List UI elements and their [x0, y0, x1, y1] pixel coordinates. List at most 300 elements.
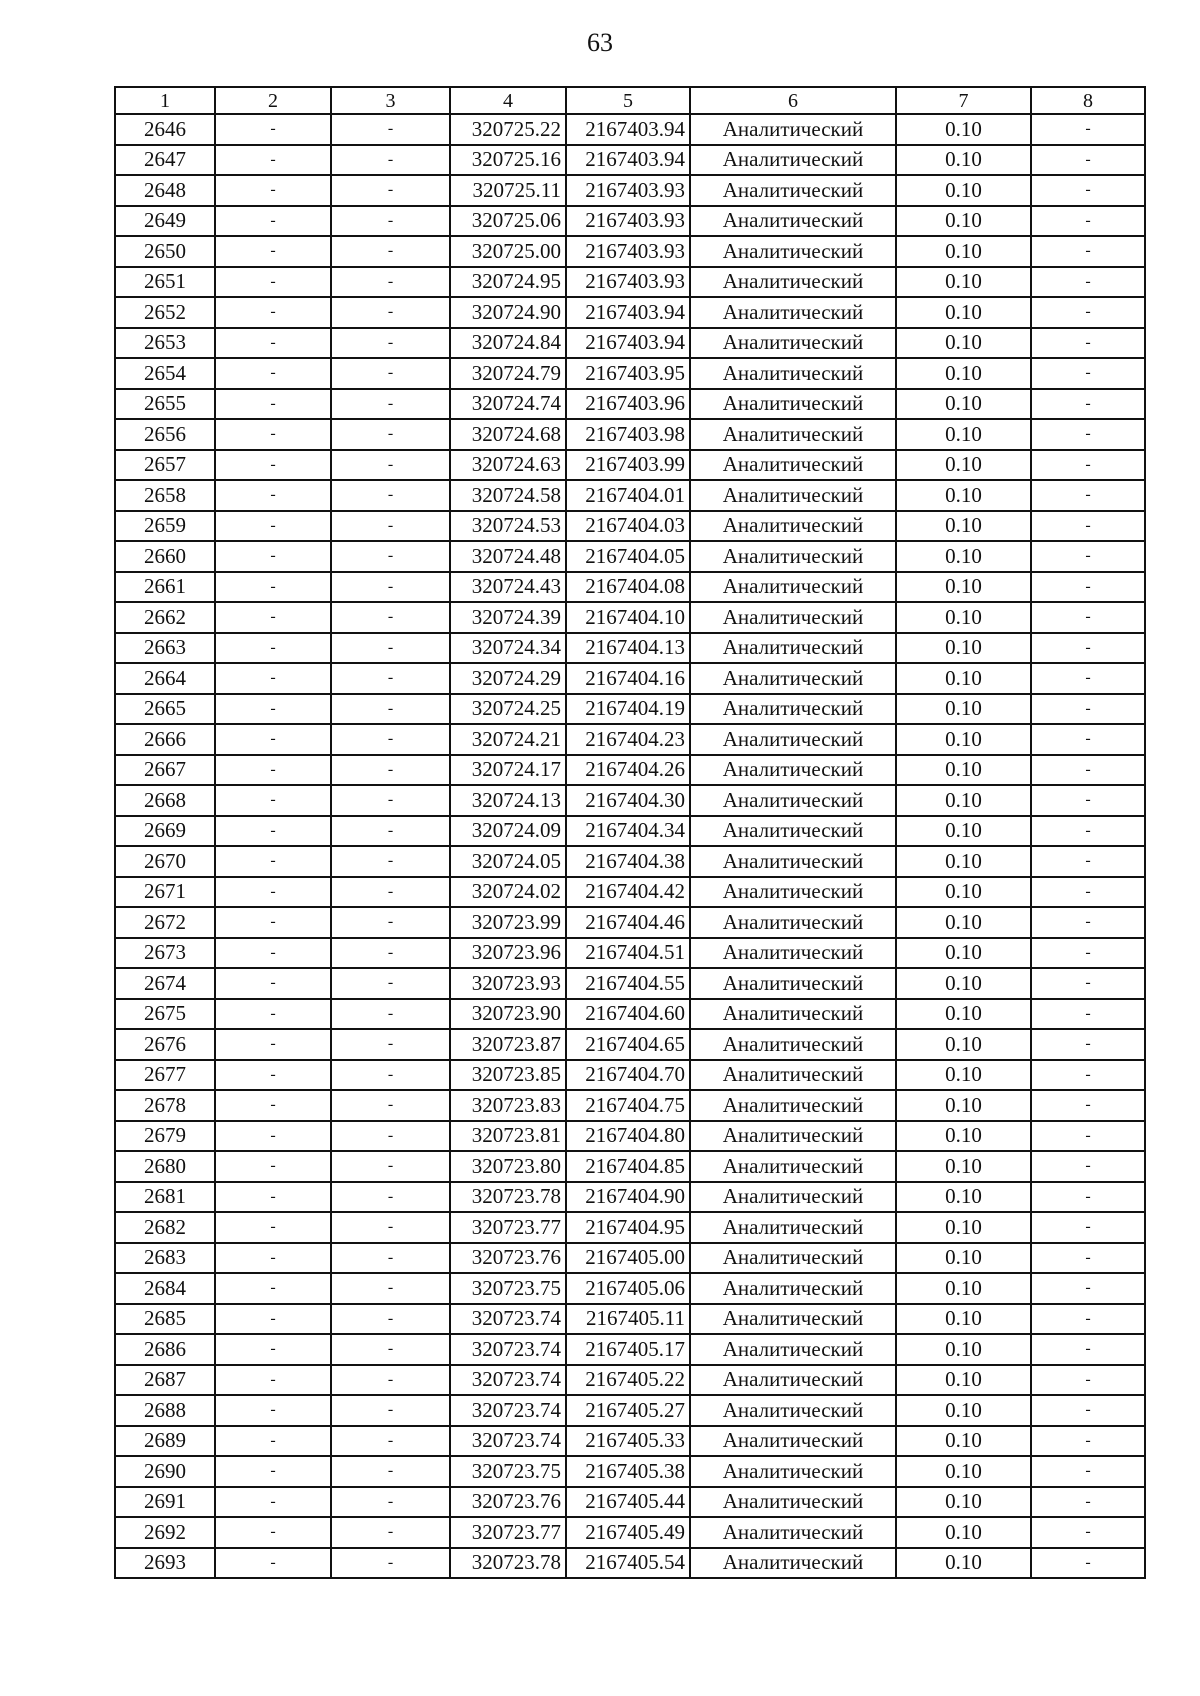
- table-cell-col-5: 2167404.34: [566, 816, 690, 847]
- table-cell-col-1: 2678: [115, 1090, 215, 1121]
- table-cell-col-1: 2650: [115, 236, 215, 267]
- table-cell-col-3: -: [331, 1395, 450, 1426]
- table-cell-col-3: -: [331, 358, 450, 389]
- table-cell-col-2: -: [215, 1487, 331, 1518]
- table-row: [115, 419, 1145, 450]
- table-cell-col-6: Аналитический: [690, 602, 896, 633]
- table-row: [115, 602, 1145, 633]
- table-row: [115, 206, 1145, 237]
- table-cell-col-6: Аналитический: [690, 297, 896, 328]
- table-row: [115, 724, 1145, 755]
- table-cell-col-1: 2651: [115, 267, 215, 298]
- table-cell-col-4: 320724.53: [450, 511, 566, 542]
- table-cell-col-2: -: [215, 480, 331, 511]
- table-cell-col-3: -: [331, 1029, 450, 1060]
- table-cell-col-3: -: [331, 1426, 450, 1457]
- table-cell-col-7: 0.10: [896, 816, 1031, 847]
- table-cell-col-1: 2666: [115, 724, 215, 755]
- table-cell-col-8: -: [1031, 1304, 1145, 1335]
- table-cell-col-4: 320725.11: [450, 175, 566, 206]
- table-cell-col-6: Аналитический: [690, 541, 896, 572]
- table-cell-col-5: 2167405.38: [566, 1456, 690, 1487]
- table-cell-col-3: -: [331, 511, 450, 542]
- table-cell-col-3: -: [331, 1334, 450, 1365]
- table-cell-col-6: Аналитический: [690, 1090, 896, 1121]
- table-cell-col-8: -: [1031, 724, 1145, 755]
- table-cell-col-6: Аналитический: [690, 877, 896, 908]
- table-cell-col-3: -: [331, 724, 450, 755]
- table-cell-col-4: 320724.74: [450, 389, 566, 420]
- table-cell-col-7: 0.10: [896, 1243, 1031, 1274]
- table-cell-col-6: Аналитический: [690, 206, 896, 237]
- table-cell-col-2: -: [215, 450, 331, 481]
- table-row: [115, 755, 1145, 786]
- table-cell-col-2: -: [215, 1060, 331, 1091]
- table-row: [115, 328, 1145, 359]
- table-cell-col-7: 0.10: [896, 1426, 1031, 1457]
- table-cell-col-7: 0.10: [896, 602, 1031, 633]
- table-cell-col-2: -: [215, 541, 331, 572]
- table-cell-col-6: Аналитический: [690, 267, 896, 298]
- table-cell-col-7: 0.10: [896, 1334, 1031, 1365]
- table-cell-col-7: 0.10: [896, 145, 1031, 176]
- table-cell-col-3: -: [331, 1548, 450, 1579]
- table-cell-col-5: 2167404.08: [566, 572, 690, 603]
- table-cell-col-8: -: [1031, 572, 1145, 603]
- table-cell-col-2: -: [215, 175, 331, 206]
- table-cell-col-5: 2167403.93: [566, 175, 690, 206]
- table-cell-col-7: 0.10: [896, 358, 1031, 389]
- table-cell-col-1: 2692: [115, 1517, 215, 1548]
- table-cell-col-7: 0.10: [896, 999, 1031, 1030]
- table-cell-col-6: Аналитический: [690, 1426, 896, 1457]
- table-cell-col-5: 2167405.27: [566, 1395, 690, 1426]
- table-cell-col-1: 2664: [115, 663, 215, 694]
- table-cell-col-7: 0.10: [896, 450, 1031, 481]
- table-cell-col-4: 320723.96: [450, 938, 566, 969]
- table-cell-col-4: 320723.74: [450, 1304, 566, 1335]
- table-row: [115, 114, 1145, 145]
- table-cell-col-4: 320724.58: [450, 480, 566, 511]
- table-cell-col-7: 0.10: [896, 541, 1031, 572]
- table-cell-col-5: 2167404.70: [566, 1060, 690, 1091]
- table-cell-col-5: 2167404.51: [566, 938, 690, 969]
- table-cell-col-7: 0.10: [896, 724, 1031, 755]
- table-row: [115, 1090, 1145, 1121]
- table-cell-col-4: 320724.95: [450, 267, 566, 298]
- table-cell-col-4: 320723.76: [450, 1243, 566, 1274]
- table-cell-col-3: -: [331, 968, 450, 999]
- table-row: [115, 846, 1145, 877]
- table-cell-col-6: Аналитический: [690, 663, 896, 694]
- table-cell-col-8: -: [1031, 999, 1145, 1030]
- table-cell-col-1: 2674: [115, 968, 215, 999]
- table-cell-col-8: -: [1031, 297, 1145, 328]
- table-body: [115, 114, 1145, 1578]
- table-cell-col-2: -: [215, 206, 331, 237]
- table-cell-col-8: -: [1031, 1487, 1145, 1518]
- table-row: [115, 999, 1145, 1030]
- table-cell-col-3: -: [331, 1151, 450, 1182]
- table-cell-col-3: -: [331, 1517, 450, 1548]
- table-cell-col-7: 0.10: [896, 1060, 1031, 1091]
- table-row: [115, 1304, 1145, 1335]
- table-cell-col-2: -: [215, 1304, 331, 1335]
- table-cell-col-6: Аналитический: [690, 389, 896, 420]
- table-cell-col-7: 0.10: [896, 1365, 1031, 1396]
- table-cell-col-8: -: [1031, 1334, 1145, 1365]
- table-cell-col-3: -: [331, 602, 450, 633]
- table-cell-col-3: -: [331, 541, 450, 572]
- table-row: [115, 1182, 1145, 1213]
- table-cell-col-5: 2167403.94: [566, 328, 690, 359]
- table-cell-col-4: 320723.80: [450, 1151, 566, 1182]
- table-cell-col-3: -: [331, 663, 450, 694]
- table-row: [115, 1060, 1145, 1091]
- table-cell-col-1: 2661: [115, 572, 215, 603]
- table-cell-col-1: 2667: [115, 755, 215, 786]
- table-cell-col-6: Аналитический: [690, 816, 896, 847]
- table-cell-col-4: 320723.74: [450, 1365, 566, 1396]
- table-cell-col-8: -: [1031, 877, 1145, 908]
- table-cell-col-3: -: [331, 1304, 450, 1335]
- table-cell-col-6: Аналитический: [690, 999, 896, 1030]
- table-row: [115, 358, 1145, 389]
- table-cell-col-3: -: [331, 236, 450, 267]
- table-cell-col-1: 2660: [115, 541, 215, 572]
- column-header-1: 1: [115, 87, 215, 114]
- table-cell-col-6: Аналитический: [690, 419, 896, 450]
- table-cell-col-4: 320724.09: [450, 816, 566, 847]
- table-cell-col-2: -: [215, 1212, 331, 1243]
- table-cell-col-2: -: [215, 511, 331, 542]
- table-cell-col-2: -: [215, 602, 331, 633]
- table-row: [115, 480, 1145, 511]
- table-cell-col-5: 2167404.90: [566, 1182, 690, 1213]
- table-cell-col-5: 2167405.22: [566, 1365, 690, 1396]
- table-cell-col-3: -: [331, 816, 450, 847]
- table-cell-col-7: 0.10: [896, 755, 1031, 786]
- table-cell-col-6: Аналитический: [690, 938, 896, 969]
- table-cell-col-1: 2672: [115, 907, 215, 938]
- table-cell-col-5: 2167404.60: [566, 999, 690, 1030]
- table-cell-col-8: -: [1031, 907, 1145, 938]
- table-cell-col-7: 0.10: [896, 114, 1031, 145]
- table-cell-col-3: -: [331, 1365, 450, 1396]
- table-cell-col-5: 2167403.96: [566, 389, 690, 420]
- table-cell-col-6: Аналитический: [690, 1151, 896, 1182]
- table-cell-col-5: 2167403.99: [566, 450, 690, 481]
- table-cell-col-6: Аналитический: [690, 145, 896, 176]
- table-cell-col-3: -: [331, 328, 450, 359]
- table-cell-col-7: 0.10: [896, 1182, 1031, 1213]
- table-cell-col-5: 2167404.19: [566, 694, 690, 725]
- table-cell-col-2: -: [215, 877, 331, 908]
- table-cell-col-3: -: [331, 419, 450, 450]
- table-cell-col-3: -: [331, 1060, 450, 1091]
- table-cell-col-4: 320723.78: [450, 1182, 566, 1213]
- table-cell-col-5: 2167403.93: [566, 267, 690, 298]
- table-cell-col-1: 2673: [115, 938, 215, 969]
- table-cell-col-8: -: [1031, 1456, 1145, 1487]
- table-cell-col-1: 2647: [115, 145, 215, 176]
- table-cell-col-3: -: [331, 175, 450, 206]
- table-cell-col-6: Аналитический: [690, 1182, 896, 1213]
- table-cell-col-7: 0.10: [896, 419, 1031, 450]
- table-cell-col-2: -: [215, 572, 331, 603]
- table-cell-col-1: 2662: [115, 602, 215, 633]
- column-header-8: 8: [1031, 87, 1145, 114]
- table-cell-col-7: 0.10: [896, 572, 1031, 603]
- table-cell-col-7: 0.10: [896, 907, 1031, 938]
- column-header-6: 6: [690, 87, 896, 114]
- table-cell-col-3: -: [331, 450, 450, 481]
- table-cell-col-6: Аналитический: [690, 755, 896, 786]
- table-cell-col-3: -: [331, 389, 450, 420]
- table-cell-col-2: -: [215, 938, 331, 969]
- column-header-7: 7: [896, 87, 1031, 114]
- table-cell-col-5: 2167403.94: [566, 114, 690, 145]
- table-cell-col-1: 2663: [115, 633, 215, 664]
- table-cell-col-1: 2655: [115, 389, 215, 420]
- table-cell-col-1: 2681: [115, 1182, 215, 1213]
- table-cell-col-4: 320723.77: [450, 1212, 566, 1243]
- table-cell-col-1: 2691: [115, 1487, 215, 1518]
- table-cell-col-2: -: [215, 724, 331, 755]
- table-cell-col-6: Аналитический: [690, 785, 896, 816]
- table-cell-col-8: -: [1031, 1517, 1145, 1548]
- table-cell-col-8: -: [1031, 755, 1145, 786]
- table-cell-col-5: 2167405.54: [566, 1548, 690, 1579]
- table-row: [115, 1243, 1145, 1274]
- table-cell-col-3: -: [331, 1487, 450, 1518]
- table-cell-col-2: -: [215, 1517, 331, 1548]
- table-cell-col-7: 0.10: [896, 1395, 1031, 1426]
- table-cell-col-3: -: [331, 114, 450, 145]
- table-cell-col-8: -: [1031, 663, 1145, 694]
- table-cell-col-8: -: [1031, 389, 1145, 420]
- table-cell-col-1: 2682: [115, 1212, 215, 1243]
- table-cell-col-2: -: [215, 1182, 331, 1213]
- table-cell-col-4: 320725.06: [450, 206, 566, 237]
- table-row: [115, 450, 1145, 481]
- table-cell-col-5: 2167403.95: [566, 358, 690, 389]
- table-cell-col-2: -: [215, 1365, 331, 1396]
- table-row: [115, 267, 1145, 298]
- table-cell-col-3: -: [331, 1090, 450, 1121]
- table-cell-col-4: 320723.83: [450, 1090, 566, 1121]
- table-cell-col-6: Аналитический: [690, 175, 896, 206]
- table-row: [115, 541, 1145, 572]
- table-cell-col-7: 0.10: [896, 877, 1031, 908]
- table-row: [115, 175, 1145, 206]
- table-cell-col-4: 320723.78: [450, 1548, 566, 1579]
- table-cell-col-7: 0.10: [896, 175, 1031, 206]
- table-cell-col-4: 320723.74: [450, 1395, 566, 1426]
- table-cell-col-5: 2167405.33: [566, 1426, 690, 1457]
- table-cell-col-1: 2668: [115, 785, 215, 816]
- table-cell-col-1: 2680: [115, 1151, 215, 1182]
- table-cell-col-6: Аналитический: [690, 846, 896, 877]
- table-row: [115, 1365, 1145, 1396]
- table-cell-col-5: 2167404.85: [566, 1151, 690, 1182]
- table-cell-col-7: 0.10: [896, 968, 1031, 999]
- table-cell-col-2: -: [215, 785, 331, 816]
- table-cell-col-8: -: [1031, 480, 1145, 511]
- table-cell-col-3: -: [331, 1121, 450, 1152]
- table-row: [115, 1334, 1145, 1365]
- table-cell-col-5: 2167405.49: [566, 1517, 690, 1548]
- table-row: [115, 1395, 1145, 1426]
- table-cell-col-6: Аналитический: [690, 1517, 896, 1548]
- table-cell-col-1: 2693: [115, 1548, 215, 1579]
- column-header-3: 3: [331, 87, 450, 114]
- table-row: [115, 663, 1145, 694]
- table-row: [115, 1456, 1145, 1487]
- table-cell-col-5: 2167403.98: [566, 419, 690, 450]
- table-cell-col-2: -: [215, 846, 331, 877]
- table-cell-col-1: 2656: [115, 419, 215, 450]
- table-cell-col-4: 320724.79: [450, 358, 566, 389]
- table-cell-col-8: -: [1031, 968, 1145, 999]
- table-row: [115, 694, 1145, 725]
- table-cell-col-7: 0.10: [896, 267, 1031, 298]
- table-cell-col-5: 2167404.30: [566, 785, 690, 816]
- table-cell-col-5: 2167404.65: [566, 1029, 690, 1060]
- table-cell-col-8: -: [1031, 1182, 1145, 1213]
- table-row: [115, 877, 1145, 908]
- table-cell-col-4: 320723.87: [450, 1029, 566, 1060]
- table-cell-col-2: -: [215, 1426, 331, 1457]
- table-cell-col-6: Аналитический: [690, 907, 896, 938]
- table-cell-col-2: -: [215, 1243, 331, 1274]
- table-row: [115, 297, 1145, 328]
- table-header-row: [115, 87, 1145, 114]
- table-cell-col-4: 320723.85: [450, 1060, 566, 1091]
- table-cell-col-1: 2649: [115, 206, 215, 237]
- table-cell-col-3: -: [331, 1182, 450, 1213]
- table-cell-col-1: 2652: [115, 297, 215, 328]
- table-cell-col-4: 320723.93: [450, 968, 566, 999]
- table-cell-col-8: -: [1031, 938, 1145, 969]
- table-cell-col-5: 2167403.93: [566, 236, 690, 267]
- table-cell-col-4: 320724.17: [450, 755, 566, 786]
- table-cell-col-4: 320723.75: [450, 1456, 566, 1487]
- table-cell-col-7: 0.10: [896, 480, 1031, 511]
- table-cell-col-8: -: [1031, 358, 1145, 389]
- table-cell-col-6: Аналитический: [690, 1304, 896, 1335]
- table-cell-col-1: 2679: [115, 1121, 215, 1152]
- column-header-2: 2: [215, 87, 331, 114]
- table-cell-col-7: 0.10: [896, 938, 1031, 969]
- table-cell-col-5: 2167405.00: [566, 1243, 690, 1274]
- table-cell-col-3: -: [331, 877, 450, 908]
- table-cell-col-2: -: [215, 816, 331, 847]
- table-cell-col-6: Аналитический: [690, 724, 896, 755]
- table-cell-col-8: -: [1031, 694, 1145, 725]
- table-row: [115, 236, 1145, 267]
- table-cell-col-4: 320724.48: [450, 541, 566, 572]
- table-cell-col-3: -: [331, 572, 450, 603]
- table-cell-col-5: 2167404.55: [566, 968, 690, 999]
- table-cell-col-6: Аналитический: [690, 1121, 896, 1152]
- table-cell-col-6: Аналитический: [690, 328, 896, 359]
- table-cell-col-8: -: [1031, 267, 1145, 298]
- table-row: [115, 572, 1145, 603]
- table-cell-col-5: 2167403.94: [566, 145, 690, 176]
- table-cell-col-8: -: [1031, 328, 1145, 359]
- table-cell-col-3: -: [331, 267, 450, 298]
- table-cell-col-2: -: [215, 1151, 331, 1182]
- table-cell-col-8: -: [1031, 1029, 1145, 1060]
- table-cell-col-8: -: [1031, 1548, 1145, 1579]
- table-cell-col-3: -: [331, 938, 450, 969]
- table-cell-col-8: -: [1031, 175, 1145, 206]
- table-cell-col-1: 2669: [115, 816, 215, 847]
- table-cell-col-4: 320724.21: [450, 724, 566, 755]
- table-cell-col-6: Аналитический: [690, 1212, 896, 1243]
- table-cell-col-2: -: [215, 633, 331, 664]
- table-row: [115, 1121, 1145, 1152]
- table-cell-col-7: 0.10: [896, 1487, 1031, 1518]
- table-cell-col-2: -: [215, 1334, 331, 1365]
- table-cell-col-4: 320724.13: [450, 785, 566, 816]
- table-cell-col-8: -: [1031, 1426, 1145, 1457]
- table-cell-col-8: -: [1031, 511, 1145, 542]
- table-cell-col-6: Аналитический: [690, 694, 896, 725]
- table-cell-col-2: -: [215, 389, 331, 420]
- table-row: [115, 145, 1145, 176]
- table-cell-col-6: Аналитический: [690, 1456, 896, 1487]
- table-cell-col-7: 0.10: [896, 1548, 1031, 1579]
- table-cell-col-3: -: [331, 907, 450, 938]
- table-cell-col-8: -: [1031, 1090, 1145, 1121]
- table-cell-col-2: -: [215, 1121, 331, 1152]
- table-cell-col-4: 320723.81: [450, 1121, 566, 1152]
- table-cell-col-4: 320724.39: [450, 602, 566, 633]
- table-row: [115, 1212, 1145, 1243]
- column-header-5: 5: [566, 87, 690, 114]
- table-cell-col-2: -: [215, 663, 331, 694]
- table-row: [115, 1426, 1145, 1457]
- table-cell-col-2: -: [215, 1456, 331, 1487]
- table-cell-col-4: 320724.90: [450, 297, 566, 328]
- table-row: [115, 816, 1145, 847]
- table-row: [115, 785, 1145, 816]
- table-cell-col-3: -: [331, 1273, 450, 1304]
- table-cell-col-4: 320724.29: [450, 663, 566, 694]
- table-row: [115, 1273, 1145, 1304]
- table-cell-col-7: 0.10: [896, 328, 1031, 359]
- table-cell-col-7: 0.10: [896, 206, 1031, 237]
- table-cell-col-3: -: [331, 785, 450, 816]
- table-cell-col-1: 2646: [115, 114, 215, 145]
- table-cell-col-8: -: [1031, 236, 1145, 267]
- table-cell-col-7: 0.10: [896, 1304, 1031, 1335]
- table-cell-col-7: 0.10: [896, 236, 1031, 267]
- table-cell-col-4: 320723.74: [450, 1334, 566, 1365]
- table-cell-col-1: 2658: [115, 480, 215, 511]
- table-cell-col-6: Аналитический: [690, 1029, 896, 1060]
- table-cell-col-8: -: [1031, 541, 1145, 572]
- table-cell-col-8: -: [1031, 114, 1145, 145]
- table-cell-col-6: Аналитический: [690, 1395, 896, 1426]
- table-cell-col-7: 0.10: [896, 1029, 1031, 1060]
- table-cell-col-5: 2167404.16: [566, 663, 690, 694]
- table-cell-col-1: 2685: [115, 1304, 215, 1335]
- table-cell-col-5: 2167404.46: [566, 907, 690, 938]
- table-cell-col-2: -: [215, 1395, 331, 1426]
